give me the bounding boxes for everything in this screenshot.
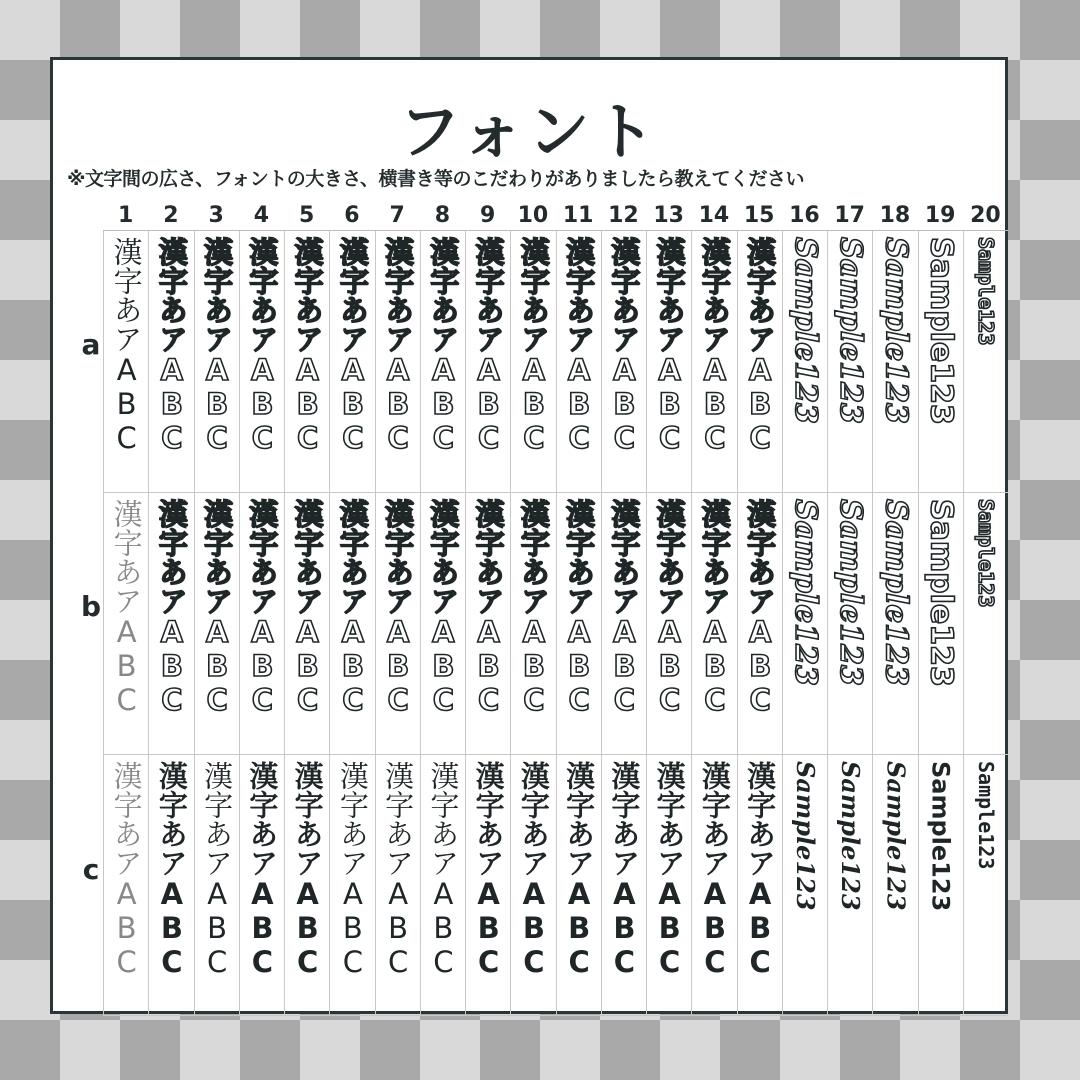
column-number: 7 xyxy=(389,203,405,228)
jp-sample-text: 漢字あアABC xyxy=(516,761,551,979)
font-sample-cell xyxy=(239,493,284,755)
font-sample-cell xyxy=(691,231,736,493)
column-number: 20 xyxy=(970,203,1001,228)
jp-sample-text: 漢字あアABC xyxy=(200,761,235,979)
font-sample-cell xyxy=(737,755,782,1016)
latin-sample-text: Sample123 xyxy=(878,499,914,686)
font-sample-cell xyxy=(510,231,555,493)
font-sample-cell xyxy=(284,493,329,755)
column-number: 17 xyxy=(834,203,865,228)
font-sample-cell xyxy=(465,231,510,493)
jp-sample-text: 漢字あアABC xyxy=(154,761,189,979)
font-sample-cell xyxy=(375,493,420,755)
jp-sample-text: 漢字あアABC xyxy=(154,237,189,455)
font-sample-cell xyxy=(148,493,193,755)
font-sample-cell xyxy=(420,755,465,1016)
font-sample-cell xyxy=(872,231,917,493)
column-number: 1 xyxy=(117,203,134,228)
column-number: 12 xyxy=(608,203,639,228)
instruction-note: ※文字間の広さ、フォントの大きさ、横書き等のこだわりがありましたら教えてください xyxy=(67,168,805,190)
jp-sample-text: 漢字あアABC xyxy=(516,499,551,717)
jp-sample-text: 漢字あアABC xyxy=(335,761,370,979)
font-sample-cell xyxy=(556,231,601,493)
font-sample-cell xyxy=(782,493,827,755)
font-sample-cell xyxy=(194,231,239,493)
font-sample-cell xyxy=(691,755,736,1016)
font-sample-cell xyxy=(375,231,420,493)
latin-sample-text: Sample123 xyxy=(787,499,823,686)
column-number: 16 xyxy=(789,203,820,228)
font-sample-cell xyxy=(194,493,239,755)
jp-sample-text: 漢字あアABC xyxy=(426,499,461,717)
jp-sample-text: 漢字あアABC xyxy=(245,237,280,455)
column-number: 3 xyxy=(208,203,224,228)
font-sample-cell xyxy=(239,231,284,493)
font-sample-cell xyxy=(194,755,239,1016)
jp-sample-text: 漢字あアABC xyxy=(697,237,732,455)
jp-sample-text: 漢字あアABC xyxy=(607,237,642,455)
column-number: 6 xyxy=(344,203,360,228)
latin-sample-text: Sample123 xyxy=(833,499,869,686)
page-title: フォント xyxy=(398,95,660,168)
latin-sample-text: Sample123 xyxy=(790,761,820,911)
font-sample-cell xyxy=(872,755,917,1016)
font-sample-cell xyxy=(918,231,963,493)
font-sample-cell xyxy=(329,755,374,1016)
font-sample-cell xyxy=(963,755,1008,1016)
font-sample-cell xyxy=(103,755,148,1016)
jp-sample-text: 漢字あアABC xyxy=(471,761,506,979)
latin-sample-text: Sample123 xyxy=(878,237,914,424)
font-sample-cell xyxy=(556,755,601,1016)
jp-sample-text: 漢字あアABC xyxy=(652,237,687,455)
column-number: 13 xyxy=(653,203,684,228)
font-sample-cell xyxy=(918,755,963,1016)
jp-sample-text: 漢字あアABC xyxy=(109,499,144,717)
font-sample-cell xyxy=(329,231,374,493)
font-sample-cell xyxy=(827,493,872,755)
jp-sample-text: 漢字あアABC xyxy=(381,499,416,717)
jp-sample-text: 漢字あアABC xyxy=(290,237,325,455)
latin-sample-text: Sample123 xyxy=(787,237,823,424)
jp-sample-text: 漢字あアABC xyxy=(335,499,370,717)
column-number: 9 xyxy=(479,203,496,228)
font-sample-cell xyxy=(918,493,963,755)
latin-sample-text: Sample123 xyxy=(923,499,959,687)
jp-sample-text: 漢字あアABC xyxy=(109,761,144,979)
column-number: 4 xyxy=(253,203,270,228)
jp-sample-text: 漢字あアABC xyxy=(290,499,325,717)
latin-sample-text: Sample123 xyxy=(836,761,866,911)
row-label: a xyxy=(81,328,101,361)
jp-sample-text: 漢字あアABC xyxy=(743,499,778,717)
jp-sample-text: 漢字あアABC xyxy=(245,761,280,979)
row-label: c xyxy=(82,853,100,886)
jp-sample-text: 漢字あアABC xyxy=(426,237,461,455)
font-sample-panel xyxy=(50,57,1008,1014)
font-sample-cell xyxy=(510,755,555,1016)
font-sample-cell xyxy=(963,493,1008,755)
font-sample-cell xyxy=(782,231,827,493)
jp-sample-text: 漢字あアABC xyxy=(290,761,325,979)
column-number: 10 xyxy=(517,203,549,228)
column-number: 8 xyxy=(434,203,451,228)
latin-sample-text: Sample123 xyxy=(923,237,959,425)
jp-sample-text: 漢字あアABC xyxy=(471,237,506,455)
latin-sample-text: Sample123 xyxy=(881,761,911,911)
font-sample-cell xyxy=(827,755,872,1016)
font-sample-cell xyxy=(510,493,555,755)
font-sample-cell xyxy=(239,755,284,1016)
column-number: 5 xyxy=(298,203,315,228)
font-sample-cell xyxy=(420,231,465,493)
font-sample-cell xyxy=(872,493,917,755)
jp-sample-text: 漢字あアABC xyxy=(652,761,687,979)
jp-sample-text: 漢字あアABC xyxy=(697,499,732,717)
column-number: 19 xyxy=(924,203,956,228)
jp-sample-text: 漢字あアABC xyxy=(245,499,280,717)
latin-sample-text: Sample123 xyxy=(973,499,998,608)
column-number: 2 xyxy=(163,203,179,228)
jp-sample-text: 漢字あアABC xyxy=(200,499,235,717)
jp-sample-text: 漢字あアABC xyxy=(516,237,551,455)
jp-sample-text: 漢字あアABC xyxy=(743,237,778,455)
font-sample-cell xyxy=(103,493,148,755)
jp-sample-text: 漢字あアABC xyxy=(200,237,235,455)
font-sample-cell xyxy=(646,755,691,1016)
jp-sample-text: 漢字あアABC xyxy=(743,761,778,979)
jp-sample-text: 漢字あアABC xyxy=(562,499,597,717)
jp-sample-text: 漢字あアABC xyxy=(381,761,416,979)
column-number: 14 xyxy=(698,203,730,228)
font-sample-cell xyxy=(103,231,148,493)
font-sample-cell xyxy=(465,493,510,755)
font-sample-cell xyxy=(782,755,827,1016)
font-sample-cell xyxy=(375,755,420,1016)
column-number: 18 xyxy=(879,203,911,228)
jp-sample-text: 漢字あアABC xyxy=(154,499,189,717)
font-sample-cell xyxy=(465,755,510,1016)
font-sample-cell xyxy=(601,755,646,1016)
row-label: b xyxy=(80,590,102,623)
font-sample-cell xyxy=(148,231,193,493)
font-sample-cell xyxy=(691,493,736,755)
jp-sample-text: 漢字あアABC xyxy=(562,237,597,455)
jp-sample-text: 漢字あアABC xyxy=(652,499,687,717)
jp-sample-text: 漢字あアABC xyxy=(607,499,642,717)
font-sample-cell xyxy=(646,493,691,755)
font-sample-cell xyxy=(601,231,646,493)
latin-sample-text: Sample123 xyxy=(973,761,998,870)
latin-sample-text: Sample123 xyxy=(926,761,955,912)
font-sample-cell xyxy=(329,493,374,755)
font-grid xyxy=(103,230,1008,1016)
jp-sample-text: 漢字あアABC xyxy=(335,237,370,455)
font-sample-cell xyxy=(284,231,329,493)
font-sample-cell xyxy=(601,493,646,755)
latin-sample-text: Sample123 xyxy=(973,237,998,346)
jp-sample-text: 漢字あアABC xyxy=(607,761,642,979)
jp-sample-text: 漢字あアABC xyxy=(381,237,416,455)
latin-sample-text: Sample123 xyxy=(833,237,869,424)
column-number: 11 xyxy=(562,203,594,228)
font-sample-cell xyxy=(148,755,193,1016)
font-sample-cell xyxy=(827,231,872,493)
jp-sample-text: 漢字あアABC xyxy=(109,237,144,455)
font-sample-cell xyxy=(737,493,782,755)
font-sample-cell xyxy=(284,755,329,1016)
jp-sample-text: 漢字あアABC xyxy=(562,761,597,979)
font-sample-cell xyxy=(963,231,1008,493)
jp-sample-text: 漢字あアABC xyxy=(697,761,732,979)
jp-sample-text: 漢字あアABC xyxy=(426,761,461,979)
font-sample-cell xyxy=(556,493,601,755)
font-sample-cell xyxy=(420,493,465,755)
jp-sample-text: 漢字あアABC xyxy=(471,499,506,717)
column-number: 15 xyxy=(743,203,775,228)
font-sample-cell xyxy=(646,231,691,493)
font-sample-cell xyxy=(737,231,782,493)
